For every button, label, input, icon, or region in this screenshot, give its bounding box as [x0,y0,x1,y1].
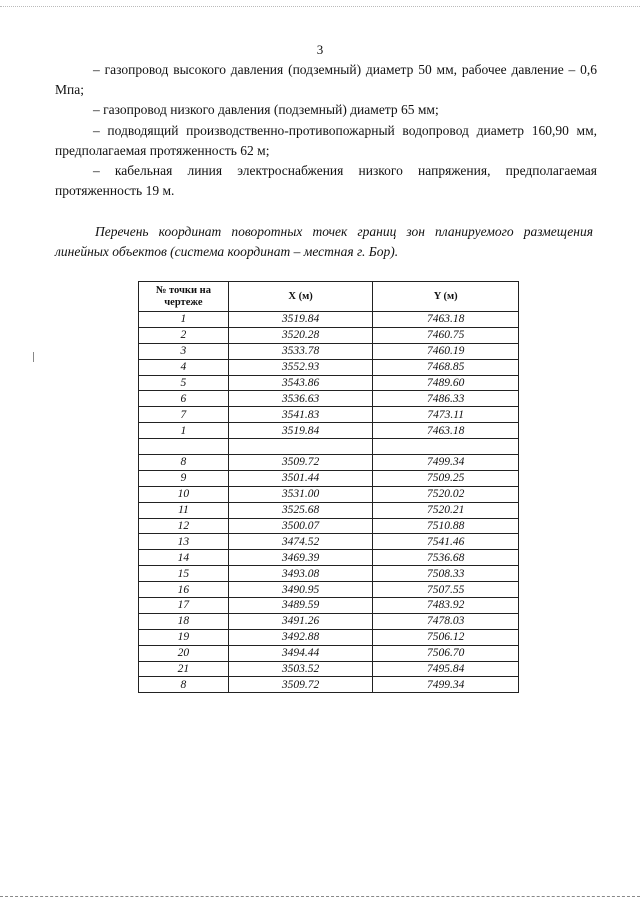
cell-y: 7506.70 [373,645,519,661]
cell-x: 3541.83 [228,407,373,423]
table-row [139,518,519,534]
cell-x: 3543.86 [228,375,373,391]
cell-point-number: 20 [139,645,229,661]
cell-y: 7536.68 [373,550,519,566]
header-point-number: № точки на чертеже [139,282,229,312]
cell-point-number: 6 [139,391,229,407]
paragraph-cable-line: – кабельная линия электроснабжения низкого напряжения, предполагаемая протяженность 19 м. [55,163,597,198]
cell-x: 3519.84 [228,312,373,328]
cell-y: 7509.25 [373,470,519,486]
table-row [139,486,519,502]
header-y: Y (м) [373,282,519,312]
table-row [139,598,519,614]
cell-point-number: 21 [139,661,229,677]
cell-x: 3493.08 [228,566,373,582]
cell-point-number: 10 [139,486,229,502]
page-number: 3 [316,42,324,57]
cell-y: 7510.88 [373,518,519,534]
cell-y: 7541.46 [373,534,519,550]
margin-mark [33,352,39,362]
cell-x: 3503.52 [228,661,373,677]
cell-y: 7489.60 [373,375,519,391]
table-row [139,645,519,661]
cell-point-number: 18 [139,613,229,629]
scan-artifact-top [0,6,640,7]
table-row [139,661,519,677]
table-row [139,391,519,407]
cell-x: 3552.93 [228,359,373,375]
cell-point-number: 16 [139,582,229,598]
cell-y: 7507.55 [373,582,519,598]
cell-x: 3490.95 [228,582,373,598]
cell-x: 3494.44 [228,645,373,661]
cell-y: 7520.02 [373,486,519,502]
cell-x: 3509.72 [228,677,373,693]
table-row [139,677,519,693]
table-row [139,629,519,645]
cell-x: 3469.39 [228,550,373,566]
table-row [139,423,519,439]
cell-point-number: 9 [139,470,229,486]
cell-y: 7486.33 [373,391,519,407]
cell-point-number: 3 [139,343,229,359]
cell-point-number: 12 [139,518,229,534]
header-x: X (м) [228,282,373,312]
table-row [139,375,519,391]
cell-point-number: 11 [139,502,229,518]
cell-point-number [139,439,229,455]
table-header-row [139,282,519,312]
cell-x: 3489.59 [228,598,373,614]
table-row [139,550,519,566]
cell-x: 3531.00 [228,486,373,502]
cell-y: 7499.34 [373,677,519,693]
cell-y: 7508.33 [373,566,519,582]
paragraph-water-supply: – подводящий производственно-противопожарный водопровод диаметр 160,90 мм, предполагаемая протяженность 62 м; [55,123,597,158]
cell-y [373,439,519,455]
cell-x: 3474.52 [228,534,373,550]
table-body [139,312,519,693]
table-row [139,343,519,359]
cell-point-number: 14 [139,550,229,566]
table-row [139,359,519,375]
cell-y: 7460.19 [373,343,519,359]
cell-point-number: 1 [139,312,229,328]
cell-y: 7506.12 [373,629,519,645]
cell-y: 7483.92 [373,598,519,614]
cell-y: 7495.84 [373,661,519,677]
cell-y: 7499.34 [373,455,519,471]
cell-point-number: 1 [139,423,229,439]
table-row [139,439,519,455]
cell-y: 7463.18 [373,312,519,328]
table-row [139,613,519,629]
cell-y: 7460.75 [373,327,519,343]
table-row [139,582,519,598]
cell-y: 7463.18 [373,423,519,439]
paragraph-gas-low-pressure: – газопровод низкого давления (подземный) диаметр 65 мм; [93,102,439,117]
cell-x: 3519.84 [228,423,373,439]
table-row [139,502,519,518]
cell-y: 7520.21 [373,502,519,518]
scan-artifact-bottom [0,896,640,897]
paragraph-gas-high-pressure: – газопровод высокого давления (подземный) диаметр 50 мм, рабочее давление – 0,6 Мпа; [55,62,597,97]
cell-point-number: 8 [139,677,229,693]
cell-point-number: 5 [139,375,229,391]
table-row [139,312,519,328]
cell-point-number: 7 [139,407,229,423]
table-row [139,327,519,343]
table-row [139,470,519,486]
cell-point-number: 19 [139,629,229,645]
cell-point-number: 17 [139,598,229,614]
cell-x: 3492.88 [228,629,373,645]
cell-point-number: 13 [139,534,229,550]
cell-x [228,439,373,455]
coordinates-table [138,281,519,693]
table-row [139,566,519,582]
cell-x: 3491.26 [228,613,373,629]
table-caption: Перечень координат поворотных точек границ зон планируемого размещения линейных объектов (система координат – местная г. Бор). [55,224,593,259]
cell-x: 3509.72 [228,455,373,471]
cell-x: 3525.68 [228,502,373,518]
cell-point-number: 2 [139,327,229,343]
table-row [139,534,519,550]
cell-x: 3501.44 [228,470,373,486]
cell-point-number: 8 [139,455,229,471]
cell-point-number: 15 [139,566,229,582]
table-row [139,455,519,471]
cell-x: 3520.28 [228,327,373,343]
cell-y: 7478.03 [373,613,519,629]
cell-y: 7468.85 [373,359,519,375]
cell-x: 3500.07 [228,518,373,534]
cell-x: 3533.78 [228,343,373,359]
table-row [139,407,519,423]
cell-y: 7473.11 [373,407,519,423]
cell-point-number: 4 [139,359,229,375]
cell-x: 3536.63 [228,391,373,407]
